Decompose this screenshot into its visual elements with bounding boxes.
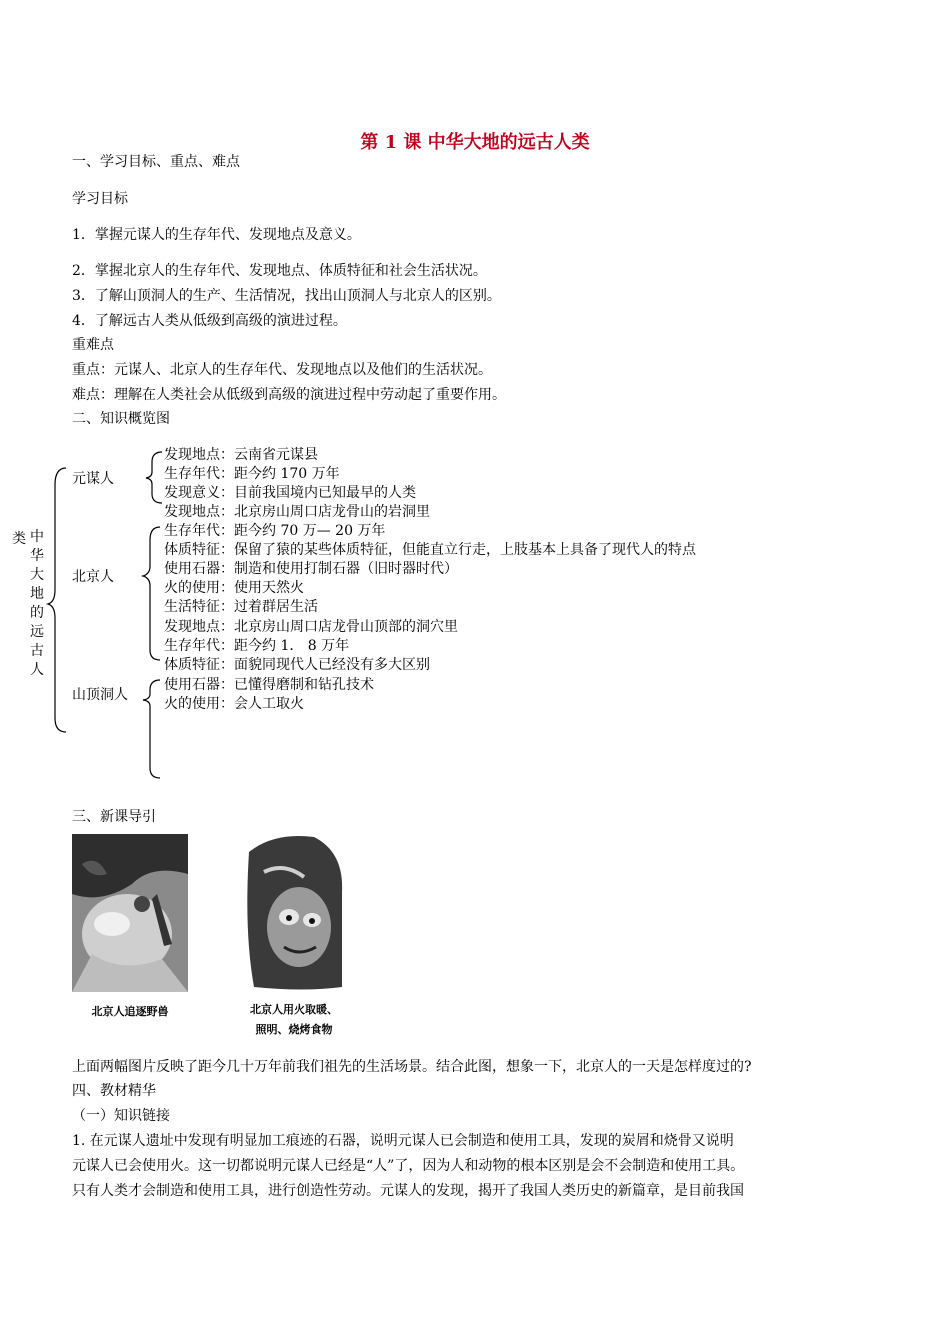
goal-item: 3．了解山顶洞人的生产、生活情况，找出山顶洞人与北京人的区别。 [72,288,501,304]
overview-item: 使用石器：制造和使用打制石器（旧时器时代） [164,561,458,577]
illustration-fire [244,832,344,992]
overview-item: 发现地点：云南省元谋县 [164,447,318,463]
root-label: 中 华 大 地 的 远 古 人 [30,529,44,678]
overview-item: 生活特征：过着群居生活 [164,599,318,615]
group-label-yuanmou: 元谋人 [72,471,114,487]
illustration-hunting [72,834,188,992]
key-heading: 重难点 [72,337,114,353]
section-heading-essence: 四、教材精华 [72,1083,156,1099]
overview-item: 体质特征：面貌同现代人已经没有多大区别 [164,657,430,673]
intro-text: 上面两幅图片反映了距今几十万年前我们祖先的生活场景。结合此图，想象一下，北京人的一天是怎样度过的? [72,1059,752,1075]
goals-heading: 学习目标 [72,191,128,207]
caption-fire-2: 照明、烧烤食物 [255,1023,333,1036]
section-heading-goals: 一、学习目标、重点、难点 [72,154,240,170]
goal-item: 4．了解远古人类从低级到高级的演进过程。 [72,313,347,329]
overview-item: 发现地点：北京房山周口店龙骨山的岩洞里 [164,504,430,520]
hard-point: 难点：理解在人类社会从低级到高级的演进过程中劳动起了重要作用。 [72,387,506,403]
overview-item: 生存年代：距今约 70 万— 20 万年 [164,523,386,539]
goal-item: 2．掌握北京人的生存年代、发现地点、体质特征和社会生活状况。 [72,263,487,279]
overview-item: 火的使用：会人工取火 [164,696,304,712]
paragraph-line: 元谋人已会使用火。这一切都说明元谋人已经是“人”了，因为人和动物的根本区别是会不会制造和使用工具。 [72,1158,745,1174]
overview-item: 火的使用：使用天然火 [164,580,304,596]
goal-item: 1．掌握元谋人的生存年代、发现地点及意义。 [72,227,361,243]
overview-item: 体质特征：保留了猿的某些体质特征，但能直立行走，上肢基本上具备了现代人的特点 [164,542,696,558]
section-heading-intro: 三、新课导引 [72,809,156,825]
section-heading-overview: 二、知识概览图 [72,411,170,427]
paragraph-line: 只有人类才会制造和使用工具，进行创造性劳动。元谋人的发现，揭开了我国人类历史的新篇章，是目前我国 [72,1183,744,1199]
caption-hunting: 北京人追逐野兽 [91,1005,169,1018]
page-title: 第 1 课 中华大地的远古人类 [360,132,590,153]
subsection-heading: （一）知识链接 [72,1108,170,1124]
overview-item: 生存年代：距今约 170 万年 [164,466,340,482]
root-label-last: 类 [12,531,26,547]
overview-item: 使用石器：已懂得磨制和钻孔技术 [164,677,374,693]
overview-item: 发现意义：目前我国境内已知最早的人类 [164,485,416,501]
overview-item: 生存年代：距今约 1． 8 万年 [164,638,350,654]
key-point: 重点：元谋人、北京人的生存年代、发现地点以及他们的生活状况。 [72,362,492,378]
caption-fire-1: 北京人用火取暖、 [250,1003,338,1016]
group-label-shanding: 山顶洞人 [72,687,128,703]
overview-item: 发现地点：北京房山周口店龙骨山顶部的洞穴里 [164,619,458,635]
paragraph-line: 1. 在元谋人遗址中发现有明显加工痕迹的石器，说明元谋人已会制造和使用工具，发现的炭屑和烧骨又说明 [72,1133,734,1149]
group-label-beijing: 北京人 [72,569,114,585]
